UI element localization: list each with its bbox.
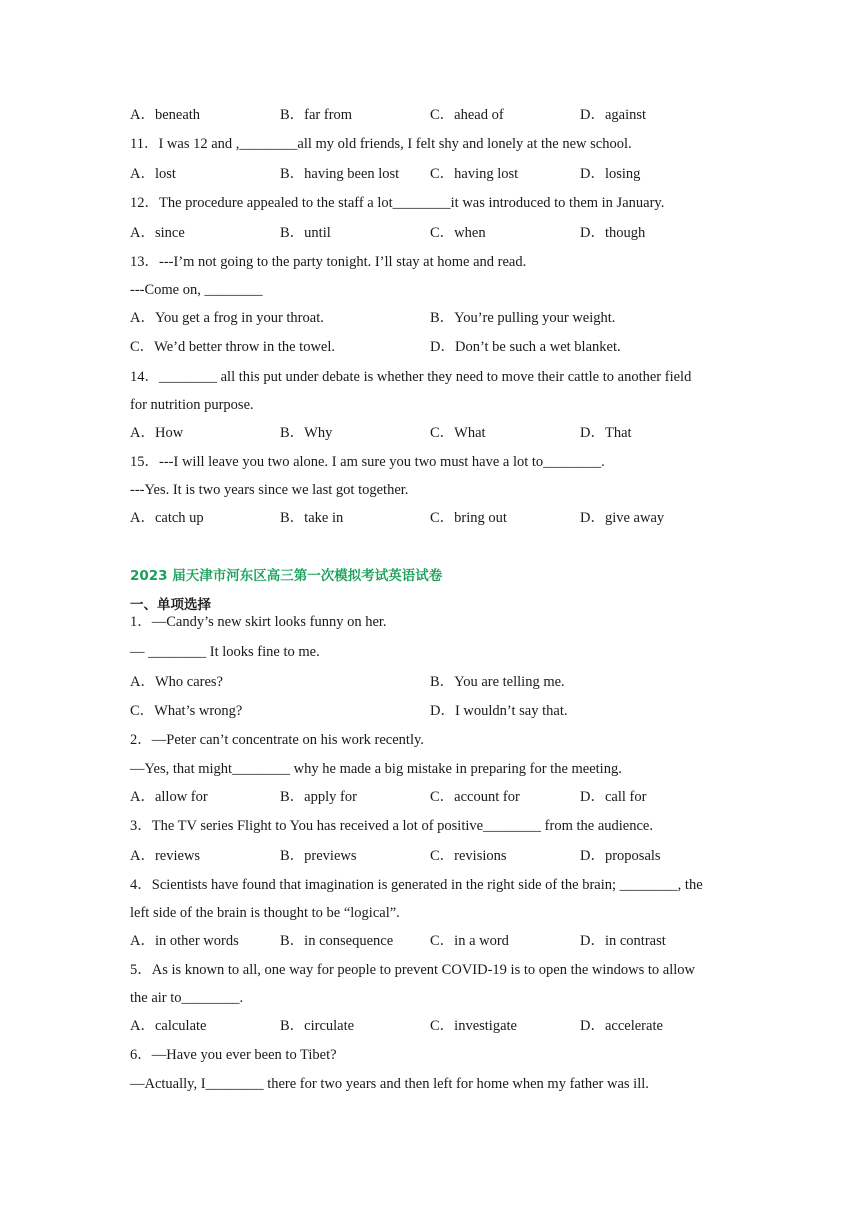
option-a: A．calculate <box>130 1018 207 1034</box>
question-5-cont: the air to________. <box>130 990 244 1006</box>
question-6: 6．—Have you ever been to Tibet? <box>130 1047 337 1063</box>
question-6-reply: —Actually, I________ there for two years and then left for home when my father was ill. <box>130 1076 649 1092</box>
option-b: B．circulate <box>280 1018 355 1034</box>
option-b: B．You are telling me. <box>430 674 565 690</box>
option-b: B．in consequence <box>280 933 394 949</box>
option-b: B．You’re pulling your weight. <box>430 310 616 326</box>
question-13-reply: ---Come on, ________ <box>130 282 263 298</box>
option-c: C．when <box>430 225 486 241</box>
question-11: 11．I was 12 and ,________all my old friends, I felt shy and lonely at the new school. <box>130 136 632 152</box>
question-4-cont: left side of the brain is thought to be “logical”. <box>130 905 400 921</box>
question-2-reply: —Yes, that might________ why he made a big mistake in preparing for the meeting. <box>130 761 622 777</box>
option-d: D．in contrast <box>580 933 666 949</box>
option-c: C．investigate <box>430 1018 517 1034</box>
option-d: D．give away <box>580 510 665 526</box>
option-d: D．Don’t be such a wet blanket. <box>430 339 621 355</box>
option-d: D．accelerate <box>580 1018 663 1034</box>
option-a: A．in other words <box>130 933 239 949</box>
option-b: B．having been lost <box>280 166 400 182</box>
option-b: B．far from <box>280 107 353 123</box>
option-c: C．account for <box>430 789 520 805</box>
option-a: A．catch up <box>130 510 204 526</box>
question-15: 15．---I will leave you two alone. I am sure you two must have a lot to________. <box>130 454 605 470</box>
question-14-cont: for nutrition purpose. <box>130 397 254 413</box>
option-a: A．How <box>130 425 184 441</box>
question-1: 1．—Candy’s new skirt looks funny on her. <box>130 614 387 630</box>
question-4: 4．Scientists have found that imagination is generated in the right side of the brain; ________, the <box>130 877 703 893</box>
option-d: D．That <box>580 425 632 441</box>
option-d: D．though <box>580 225 646 241</box>
option-d: D．call for <box>580 789 647 805</box>
question-15-reply: ---Yes. It is two years since we last got together. <box>130 482 409 498</box>
option-a: A．reviews <box>130 848 201 864</box>
question-14: 14．________ all this put under debate is whether they need to move their cattle to another field <box>130 369 692 385</box>
question-12: 12．The procedure appealed to the staff a lot________it was introduced to them in January. <box>130 195 665 211</box>
option-c: C．revisions <box>430 848 507 864</box>
option-c: C．What <box>430 425 486 441</box>
option-a: A．since <box>130 225 185 241</box>
section-title: 2023 届天津市河东区高三第一次模拟考试英语试卷 <box>130 568 443 584</box>
option-c: C．What’s wrong? <box>130 703 243 719</box>
question-2: 2．—Peter can’t concentrate on his work recently. <box>130 732 424 748</box>
question-13: 13．---I’m not going to the party tonight. I’ll stay at home and read. <box>130 254 527 270</box>
section-subtitle: 一、单项选择 <box>130 597 211 613</box>
option-b: B．Why <box>280 425 333 441</box>
option-c: C．bring out <box>430 510 507 526</box>
option-b: B．until <box>280 225 331 241</box>
option-d: D．losing <box>580 166 641 182</box>
option-d: D．I wouldn’t say that. <box>430 703 568 719</box>
option-a: A．You get a frog in your throat. <box>130 310 324 326</box>
option-a: A．Who cares? <box>130 674 223 690</box>
option-d: D．against <box>580 107 647 123</box>
option-a: A．allow for <box>130 789 208 805</box>
option-a: A．lost <box>130 166 176 182</box>
option-c: C．in a word <box>430 933 509 949</box>
option-a: A．beneath <box>130 107 201 123</box>
option-c: C．We’d better throw in the towel. <box>130 339 336 355</box>
question-3: 3．The TV series Flight to You has received a lot of positive________ from the audience. <box>130 818 653 834</box>
question-5: 5．As is known to all, one way for people to prevent COVID-19 is to open the windows to allow <box>130 962 696 978</box>
option-b: B．apply for <box>280 789 357 805</box>
question-1-reply: — ________ It looks fine to me. <box>130 644 320 660</box>
option-c: C．having lost <box>430 166 519 182</box>
option-b: B．previews <box>280 848 357 864</box>
option-c: C．ahead of <box>430 107 504 123</box>
option-d: D．proposals <box>580 848 661 864</box>
option-b: B．take in <box>280 510 344 526</box>
